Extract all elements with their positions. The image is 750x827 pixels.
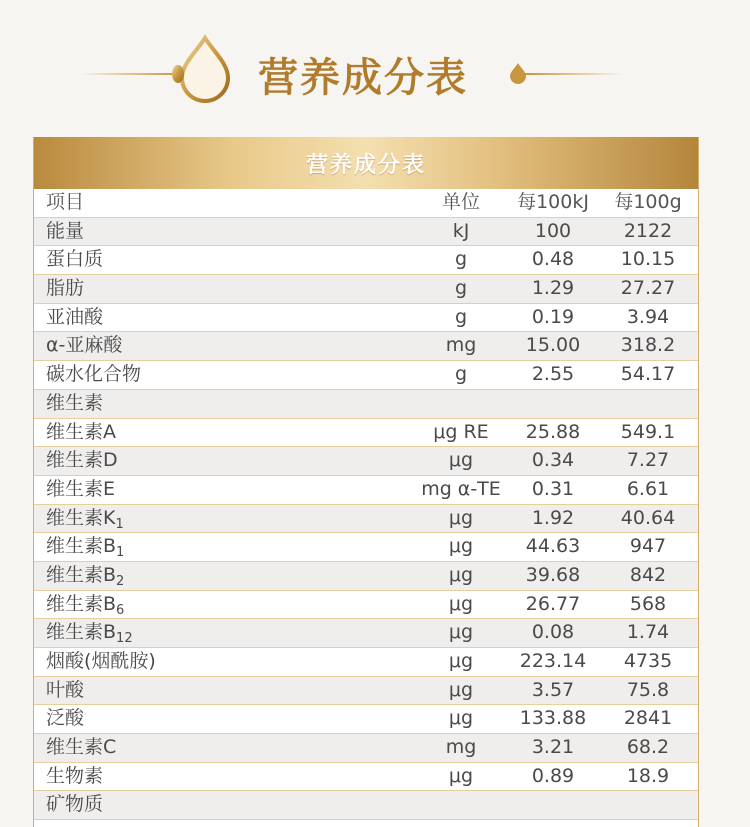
table-row (34, 447, 698, 476)
row-name-text: 能量 (46, 219, 85, 242)
row-name (34, 505, 414, 533)
row-name (34, 791, 414, 819)
row-per-100kj: 1.29 (531, 277, 575, 300)
row-name (34, 648, 414, 676)
row-name-text: 泛酸 (46, 707, 85, 730)
row-unit (414, 390, 508, 418)
row-name-text: 亚油酸 (46, 305, 104, 328)
table-row (34, 533, 698, 562)
row-per-100g: 7.27 (626, 449, 670, 472)
row-per-100g: 40.64 (620, 506, 676, 529)
row-unit: mg α-TE (421, 477, 501, 500)
row-name-text: 维生素E (46, 477, 116, 500)
row-unit: μg (448, 449, 474, 472)
row-per-100kj: 0.48 (531, 248, 575, 271)
nutrition-table (33, 137, 699, 827)
table-row (34, 677, 698, 706)
row-per-100kj: 223.14 (519, 650, 587, 672)
row-unit: μg (448, 506, 474, 529)
row-name-text: 维生素D (46, 449, 118, 472)
row-name-subscript: 2 (116, 573, 125, 589)
row-name-text: 叶酸 (46, 678, 85, 701)
row-per-100g: 568 (629, 592, 667, 615)
row-per-100kj (508, 791, 598, 819)
row-name (34, 361, 414, 389)
row-unit: mg (445, 736, 477, 759)
row-per-100g: 947 (629, 535, 667, 558)
row-name-subscript: 1 (115, 516, 124, 532)
table-row (34, 275, 698, 304)
row-per-100g: 2122 (623, 219, 673, 242)
row-per-100kj: 2.55 (531, 363, 575, 386)
row-name-text: 烟酸(烟酰胺) (46, 650, 156, 672)
row-name-text: 维生素B (46, 621, 117, 644)
row-name (34, 705, 414, 733)
table-row (34, 304, 698, 333)
table-header-row (34, 189, 698, 218)
row-per-100kj: 1.92 (531, 506, 575, 529)
row-unit: μg RE (433, 420, 489, 443)
row-unit (414, 791, 508, 819)
table-row (34, 332, 698, 361)
row-per-100g: 1.74 (626, 621, 670, 644)
row-unit: g (454, 305, 468, 328)
row-unit: μg (448, 592, 474, 615)
row-unit: μg (448, 764, 474, 787)
table-row (34, 734, 698, 763)
table-row (34, 419, 698, 448)
row-per-100g: 18.9 (626, 764, 670, 787)
row-per-100kj: 0.08 (531, 621, 575, 644)
row-per-100g: 842 (629, 563, 667, 586)
row-name (34, 591, 414, 619)
row-name (34, 533, 414, 561)
table-row (34, 619, 698, 648)
table-row (34, 476, 698, 505)
row-per-100g: 549.1 (620, 420, 676, 443)
row-name-text: 维生素C (46, 736, 117, 759)
row-unit: μg (448, 650, 474, 672)
page-title: 营养成分表 (258, 55, 468, 101)
row-per-100kj: 3.57 (531, 678, 575, 701)
row-name-text: 维生素B (46, 592, 117, 615)
row-per-100kj: 0.89 (531, 764, 575, 787)
table-row (34, 648, 698, 677)
row-per-100g: 27.27 (620, 277, 676, 300)
milk-drop-icon (170, 34, 240, 104)
table-row (34, 705, 698, 734)
table-title: 营养成分表 (34, 137, 698, 189)
decorative-line-left (78, 73, 178, 75)
page-header (0, 0, 750, 130)
row-per-100kj (508, 390, 598, 418)
row-per-100kj: 133.88 (519, 707, 587, 730)
row-unit: μg (448, 563, 474, 586)
row-per-100g: 10.15 (620, 248, 676, 271)
row-per-100kj: 0.31 (531, 477, 575, 500)
row-per-100kj: 25.88 (525, 420, 581, 443)
row-per-100kj: 39.68 (525, 563, 581, 586)
row-name-text: α-亚麻酸 (46, 334, 123, 357)
row-name-text: 维生素A (46, 420, 116, 443)
row-per-100g: 6.61 (626, 477, 670, 500)
row-name-text: 维生素 (46, 391, 104, 414)
table-row (34, 246, 698, 275)
row-per-100g: 75.8 (626, 678, 670, 701)
row-per-100kj: 15.00 (525, 334, 581, 357)
row-name (34, 619, 414, 647)
decorative-line-right (525, 73, 625, 75)
row-name-text: 碳水化合物 (46, 363, 142, 386)
row-name-subscript: 1 (116, 545, 125, 561)
row-name-text: 维生素K (46, 506, 116, 529)
row-name (34, 763, 414, 791)
row-unit: μg (448, 621, 474, 644)
row-name-text: 脂肪 (46, 277, 85, 300)
table-row (34, 361, 698, 390)
row-unit: μg (448, 535, 474, 558)
row-per-100kj: 100 (534, 219, 572, 242)
row-unit: μg (448, 707, 474, 730)
row-per-100kj: 44.63 (525, 535, 581, 558)
row-name-subscript: 12 (116, 631, 133, 647)
row-unit: mg (445, 334, 477, 357)
row-name-text: 维生素B (46, 563, 117, 586)
table-row (34, 763, 698, 792)
row-per-100kj: 3.21 (531, 736, 575, 759)
table-row (34, 562, 698, 591)
table-body (34, 218, 698, 820)
row-name (34, 218, 414, 246)
row-name (34, 562, 414, 590)
table-row (34, 390, 698, 419)
row-unit: μg (448, 678, 474, 701)
row-per-100g: 54.17 (620, 363, 676, 386)
row-name-subscript: 6 (116, 602, 125, 618)
row-name (34, 734, 414, 762)
row-per-100g: 3.94 (626, 305, 670, 328)
row-name (34, 677, 414, 705)
row-name (34, 447, 414, 475)
row-unit: g (454, 248, 468, 271)
row-name (34, 246, 414, 274)
column-header-per-100kj: 每100kJ (517, 191, 589, 213)
column-header-item: 项目 (46, 191, 85, 213)
row-per-100kj: 0.34 (531, 449, 575, 472)
row-per-100g: 68.2 (626, 736, 670, 759)
row-per-100g (598, 791, 698, 819)
row-name-text: 矿物质 (46, 793, 104, 816)
row-unit: kJ (452, 219, 470, 242)
table-row (34, 218, 698, 247)
row-name (34, 390, 414, 418)
row-unit: g (454, 277, 468, 300)
row-name (34, 275, 414, 303)
row-unit: g (454, 363, 468, 386)
row-per-100g (598, 390, 698, 418)
table-row (34, 791, 698, 820)
row-per-100kj: 26.77 (525, 592, 581, 615)
row-per-100g: 2841 (623, 707, 673, 730)
row-name (34, 476, 414, 504)
table-row (34, 591, 698, 620)
row-per-100g: 318.2 (620, 334, 676, 357)
column-header-unit: 单位 (441, 191, 480, 213)
row-name (34, 332, 414, 360)
column-header-per-100g: 每100g (614, 191, 682, 213)
row-name-text: 生物素 (46, 764, 104, 787)
row-name-text: 蛋白质 (46, 248, 104, 271)
table-row (34, 505, 698, 534)
row-per-100kj: 0.19 (531, 305, 575, 328)
row-name-text: 维生素B (46, 535, 117, 558)
row-name (34, 419, 414, 447)
row-per-100g: 4735 (623, 650, 673, 672)
row-name (34, 304, 414, 332)
